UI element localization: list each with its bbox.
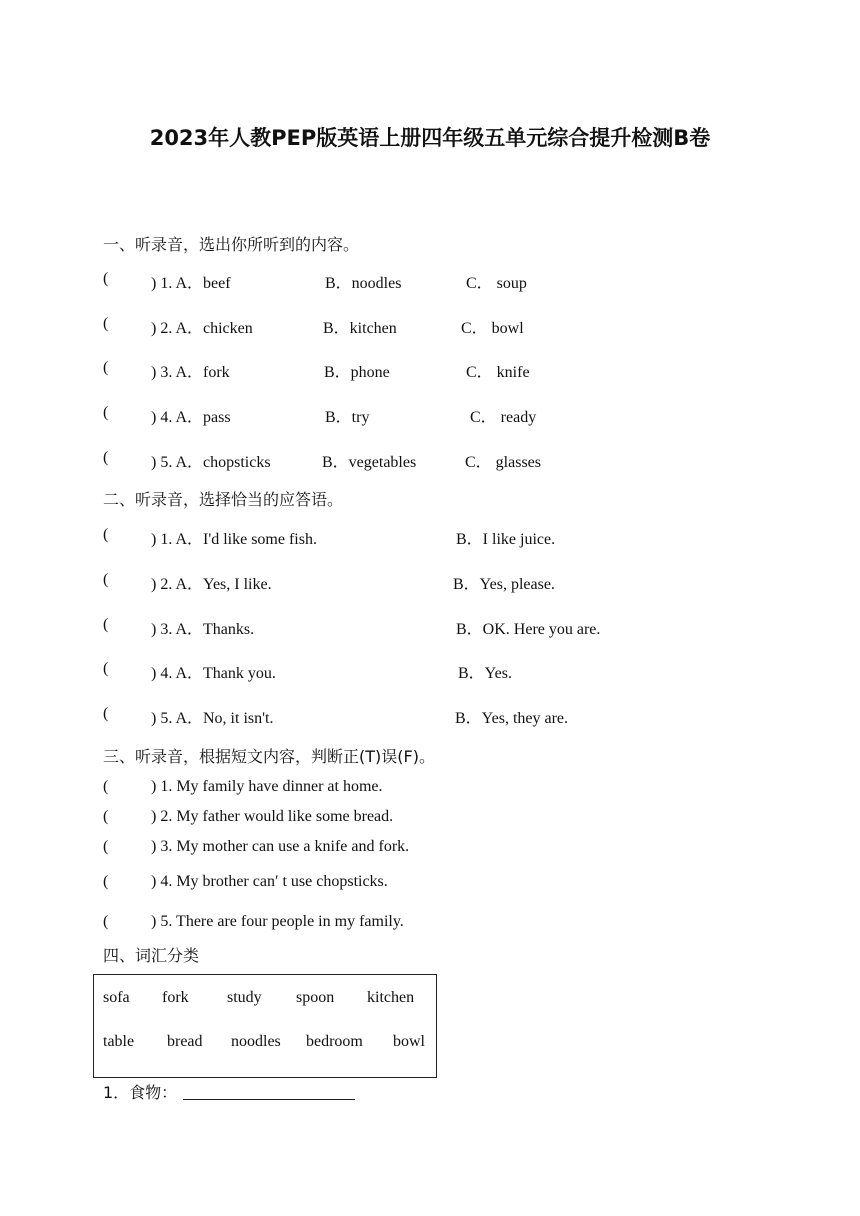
question-option-a: ) 4. A．pass	[151, 409, 231, 426]
word-bank-word: spoon	[296, 989, 335, 1006]
statement-text: ) 3. My mother can use a knife and fork.	[151, 838, 410, 855]
answer-paren[interactable]: (	[103, 571, 109, 588]
answer-paren[interactable]: (	[103, 270, 109, 287]
option-b: B．noodles	[325, 275, 402, 292]
answer-paren[interactable]: (	[103, 705, 109, 722]
food-category-label: 1．食物：	[103, 1083, 178, 1102]
question-option-a: ) 5. A．chopsticks	[151, 454, 271, 471]
option-b: B．OK. Here you are.	[456, 621, 601, 638]
question-option-a: ) 4. A．Thank you.	[151, 665, 276, 682]
word-bank-box	[93, 974, 437, 1078]
option-b: B．Yes, they are.	[455, 710, 569, 727]
question-option-a: ) 2. A．Yes, I like.	[151, 576, 272, 593]
question-option-a: ) 2. A．chicken	[151, 320, 253, 337]
option-b: B．vegetables	[322, 454, 417, 471]
statement-text: ) 4. My brother can′ t use chopsticks.	[151, 873, 388, 890]
option-b: B．phone	[324, 364, 390, 381]
statement-text: ) 5. There are four people in my family.	[151, 913, 404, 930]
part4-heading: 四、词汇分类	[103, 946, 200, 965]
question-option-a: ) 3. A．Thanks.	[151, 621, 255, 638]
document-title: 2023年人教PEP版英语上册四年级五单元综合提升检测B卷	[149, 126, 711, 150]
question-option-a: ) 3. A．fork	[151, 364, 230, 381]
word-bank-word: kitchen	[367, 989, 415, 1006]
question-option-a: ) 1. A．I'd like some fish.	[151, 531, 317, 548]
answer-paren[interactable]: (	[103, 778, 109, 795]
answer-paren[interactable]: (	[103, 315, 109, 332]
option-c: C． bowl	[461, 320, 524, 337]
option-b: B．Yes, please.	[453, 576, 555, 593]
option-b: B．I like juice.	[456, 531, 556, 548]
answer-paren[interactable]: (	[103, 526, 109, 543]
word-bank-word: noodles	[231, 1033, 281, 1050]
answer-paren[interactable]: (	[103, 449, 109, 466]
word-bank-word: fork	[162, 989, 189, 1006]
option-c: C． ready	[470, 409, 537, 426]
question-option-a: ) 5. A．No, it isn't.	[151, 710, 274, 727]
part2-heading: 二、听录音，选择恰当的应答语。	[103, 490, 344, 509]
answer-paren[interactable]: (	[103, 838, 109, 855]
word-bank-word: study	[227, 989, 262, 1006]
answer-paren[interactable]: (	[103, 616, 109, 633]
word-bank-word: sofa	[103, 989, 130, 1006]
option-c: C． soup	[466, 275, 527, 292]
option-b: B．try	[325, 409, 370, 426]
word-bank-word: bowl	[393, 1033, 425, 1050]
option-b: B．Yes.	[458, 665, 512, 682]
food-category-line	[103, 1080, 355, 1103]
option-c: C． knife	[466, 364, 530, 381]
food-answer-blank[interactable]	[183, 1083, 355, 1100]
statement-text: ) 1. My family have dinner at home.	[151, 778, 383, 795]
answer-paren[interactable]: (	[103, 660, 109, 677]
answer-paren[interactable]: (	[103, 808, 109, 825]
answer-paren[interactable]: (	[103, 873, 109, 890]
part3-heading: 三、听录音，根据短文内容，判断正(T)误(F)。	[103, 747, 435, 766]
answer-paren[interactable]: (	[103, 404, 109, 421]
option-c: C． glasses	[465, 454, 542, 471]
answer-paren[interactable]: (	[103, 913, 109, 930]
option-b: B．kitchen	[323, 320, 397, 337]
word-bank-word: bedroom	[306, 1033, 363, 1050]
answer-paren[interactable]: (	[103, 359, 109, 376]
part1-heading: 一、听录音，选出你所听到的内容。	[103, 235, 360, 254]
word-bank-word: table	[103, 1033, 135, 1050]
word-bank-word: bread	[167, 1033, 203, 1050]
statement-text: ) 2. My father would like some bread.	[151, 808, 394, 825]
question-option-a: ) 1. A．beef	[151, 275, 231, 292]
